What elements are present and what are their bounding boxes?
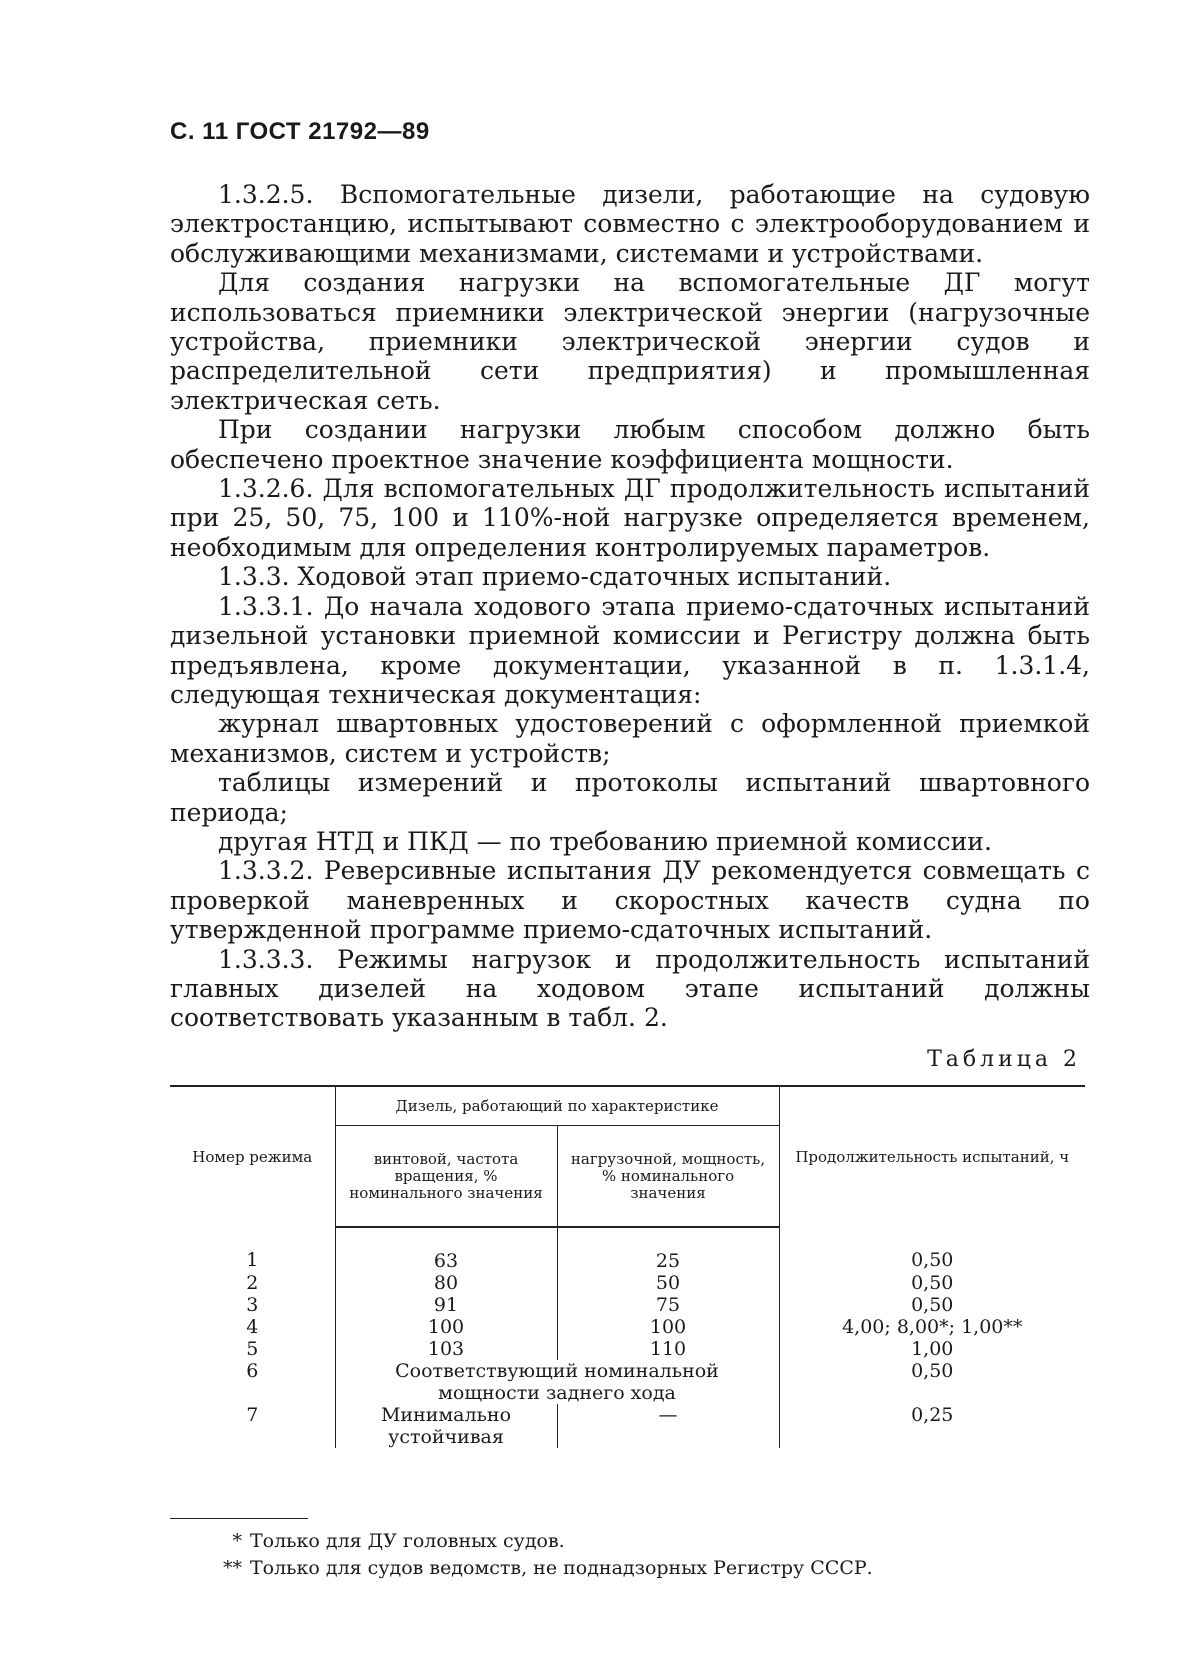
cell-mode: 4 (246, 1316, 259, 1338)
cell-load: 100 (557, 1316, 779, 1338)
cell-load: 75 (557, 1294, 779, 1316)
modes-table (170, 1085, 1085, 1448)
cell-screw: 100 (335, 1316, 557, 1338)
footnote (170, 1555, 1070, 1582)
cell-screw: 91 (335, 1294, 557, 1316)
table-row (170, 1360, 1085, 1404)
cell-load: 110 (557, 1338, 779, 1360)
paragraph: Для создания нагрузки на вспомогательные ДГ могут использоваться приемники электрической энергии (нагрузочные устройства, приемники электрической энергии судов и распределительной сети предприятия) и промышленная электрическая сеть. (170, 268, 1090, 415)
footnotes (170, 1528, 1070, 1582)
cell-duration: 0,50 (779, 1294, 1085, 1316)
paragraph: таблицы измерений и протоколы испытаний швартовного периода; (170, 768, 1090, 827)
paragraph: 1.3.3.1. До начала ходового этапа приемо-сдаточных испытаний дизельной установки приемной комиссии и Регистру должна быть предъявлена, кроме документации, указанной в п. 1.3.1.4, следующая техническая документация: (170, 591, 1090, 709)
cell-duration: 4,00; 8,00*; 1,00** (779, 1316, 1085, 1338)
cell-mode: 5 (246, 1338, 259, 1360)
footnote-text: Только для ДУ головных судов. (250, 1530, 565, 1552)
cell-duration: 0,25 (779, 1404, 1085, 1448)
cell-duration: 0,50 (779, 1360, 1085, 1404)
header-duration: Продолжительность испытаний, ч (779, 1086, 1085, 1227)
cell-duration: 1,00 (779, 1338, 1085, 1360)
table-caption: Таблица 2 (927, 1047, 1081, 1072)
header-diesel-group: Дизель, работающий по характеристике (335, 1086, 779, 1126)
table-row (170, 1404, 1085, 1448)
cell-mode: 2 (246, 1272, 259, 1294)
table-row (170, 1316, 1085, 1338)
table-row (170, 1294, 1085, 1316)
footnote (170, 1528, 1070, 1555)
cell-screw: Минимально устойчивая (335, 1404, 557, 1448)
cell-load: — (557, 1404, 779, 1448)
cell-merged: Соответствующий номинальной мощности заднего хода (335, 1360, 779, 1404)
paragraph: 1.3.2.6. Для вспомогательных ДГ продолжительность испытаний при 25, 50, 75, 100 и 110%-ной нагрузке определяется временем, необходимым для определения контролируемых параметров. (170, 474, 1090, 562)
paragraph: 1.3.3.2. Реверсивные испытания ДУ рекомендуется совмещать с проверкой маневренных и скоростных качеств судна по утвержденной программе приемо-сдаточных испытаний. (170, 856, 1090, 945)
paragraph: другая НТД и ПКД — по требованию приемной комиссии. (218, 826, 992, 856)
footnote-mark: ** (223, 1557, 242, 1579)
table-row (170, 1338, 1085, 1360)
cell-screw: 63 (335, 1227, 557, 1272)
header-mode-number: Номер режима (170, 1086, 335, 1227)
paragraph: журнал швартовных удостоверений с оформленной приемкой механизмов, систем и устройств; (170, 709, 1090, 768)
cell-duration: 0,50 (779, 1272, 1085, 1294)
table-row (170, 1227, 1085, 1272)
header-load: нагрузочной, мощность, % номинального значения (557, 1126, 779, 1228)
table-row (170, 1272, 1085, 1294)
page-header: С. 11 ГОСТ 21792—89 (170, 118, 430, 145)
footnote-mark: * (232, 1530, 242, 1552)
cell-screw: 80 (335, 1272, 557, 1294)
footnote-divider (170, 1518, 308, 1519)
cell-screw: 103 (335, 1338, 557, 1360)
body-text (170, 180, 1090, 1033)
cell-load: 25 (557, 1227, 779, 1272)
header-screw: винтовой, частота вращения, % номинального значения (335, 1126, 557, 1228)
paragraph: 1.3.3. Ходовой этап приемо-сдаточных испытаний. (218, 562, 892, 592)
cell-mode: 3 (246, 1294, 259, 1316)
footnote-text: Только для судов ведомств, не поднадзорных Регистру СССР. (250, 1557, 873, 1579)
cell-mode: 6 (246, 1360, 259, 1382)
paragraph: 1.3.2.5. Вспомогательные дизели, работающие на судовую электростанцию, испытывают совместно с электрооборудованием и обслуживающими механизмами, системами и устройствами. (170, 180, 1090, 268)
cell-mode: 7 (246, 1404, 259, 1426)
cell-mode: 1 (246, 1249, 259, 1271)
cell-duration: 0,50 (779, 1227, 1085, 1272)
paragraph: 1.3.3.3. Режимы нагрузок и продолжительность испытаний главных дизелей на ходовом этапе испытаний должны соответствовать указанным в табл. 2. (170, 944, 1090, 1033)
paragraph: При создании нагрузки любым способом должно быть обеспечено проектное значение коэффициента мощности. (170, 415, 1090, 474)
cell-load: 50 (557, 1272, 779, 1294)
